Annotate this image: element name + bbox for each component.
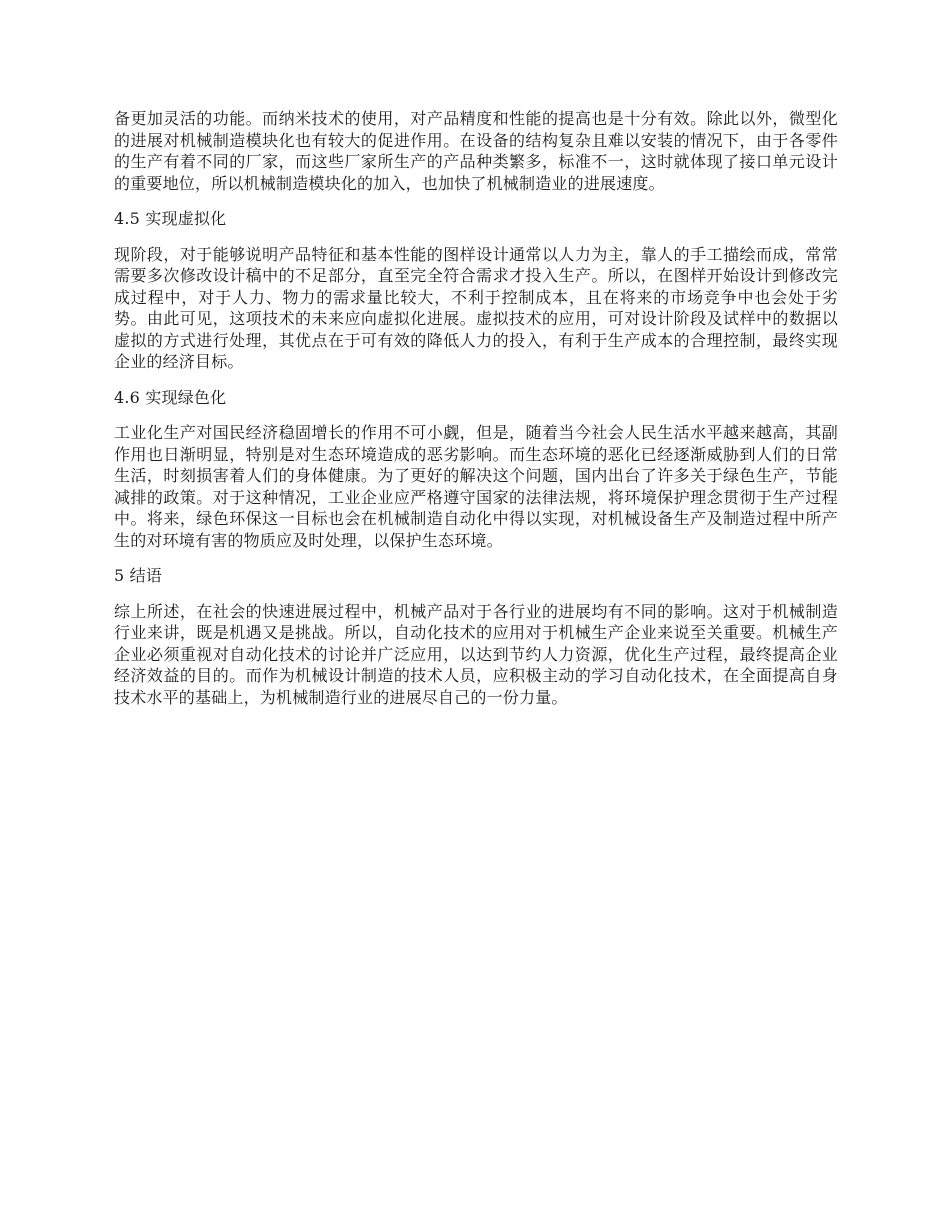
section-heading-conclusion: 5 结语	[114, 566, 163, 585]
section-heading-green: 4.6 实现绿色化	[114, 387, 227, 407]
paragraph-virtualization: 现阶段，对于能够说明产品特征和基本性能的图样设计通常以人力为主，靠人的手工描绘而成，常常需要多次修改设计稿中的不足部分，直至完全符合需求才投入生产。所以，在图样开始设计到修改完成过程中，对于人力、物力的需求量比较大，不利于控制成本，且在将来的市场竞争中也会处于劣势。由此可见，这项技术的未来应向虚拟化进展。虚拟技术的应用，可对设计阶段及试样中的数据以虚拟的方式进行处理，其优点在于可有效的降低人力的投入，有利于生产成本的合理控制，最终实现企业的经济目标。	[114, 244, 838, 371]
document-page	[114, 108, 838, 722]
paragraph-intro: 备更加灵活的功能。而纳米技术的使用，对产品精度和性能的提高也是十分有效。除此以外，微型化的进展对机械制造模块化也有较大的促进作用。在设备的结构复杂且难以安装的情况下，由于各零件的生产有着不同的厂家，而这些厂家所生产的产品种类繁多，标准不一，这时就体现了接口单元设计的重要地位，所以机械制造模块化的加入，也加快了机械制造业的进展速度。	[114, 109, 838, 193]
paragraph-conclusion: 综上所述，在社会的快速进展过程中，机械产品对于各行业的进展均有不同的影响。这对于机械制造行业来讲，既是机遇又是挑战。所以，自动化技术的应用对于机械生产企业来说至关重要。机械生产企业必须重视对自动化技术的讨论并广泛应用，以达到节约人力资源，优化生产过程，最终提高企业经济效益的目的。而作为机械设计制造的技术人员，应积极主动的学习自动化技术，在全面提高自身技术水平的基础上，为机械制造行业的进展尽自己的一份力量。	[114, 601, 838, 707]
paragraph-green: 工业化生产对国民经济稳固增长的作用不可小觑，但是，随着当今社会人民生活水平越来越高，其副作用也日渐明显，特别是对生态环境造成的恶劣影响。而生态环境的恶化已经逐渐威胁到人们的日常生活，时刻损害着人们的身体健康。为了更好的解决这个问题，国内出台了许多关于绿色生产，节能减排的政策。对于这种情况，工业企业应严格遵守国家的法律法规，将环境保护理念贯彻于生产过程中。将来，绿色环保这一目标也会在机械制造自动化中得以实现，对机械设备生产及制造过程中所产生的对环境有害的物质应及时处理，以保护生态环境。	[114, 423, 838, 550]
section-heading-virtualization: 4.5 实现虚拟化	[114, 209, 227, 228]
